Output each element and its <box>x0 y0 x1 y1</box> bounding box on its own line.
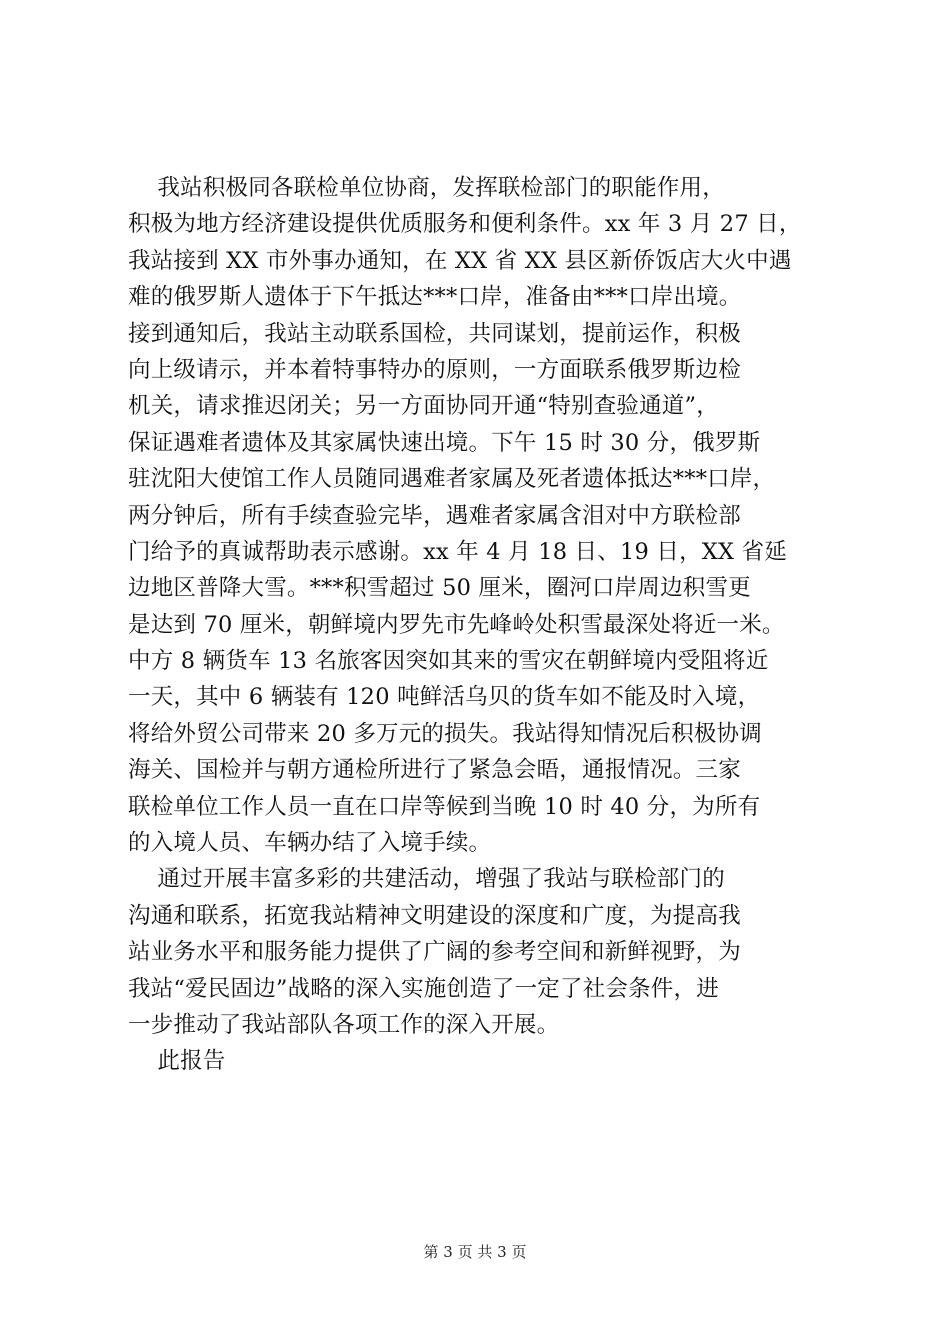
text-line: 我站积极同各联检单位协商，发挥联检部门的职能作用， <box>128 175 725 201</box>
text-line: 站业务水平和服务能力提供了广阔的参考空间和新鲜视野，为 <box>128 939 741 966</box>
text-line: 将给外贸公司带来 20 多万元的损失。我站得知情况后积极协调 <box>128 720 762 747</box>
text-line: 海关、国检并与朝方通检所进行了紧急会晤，通报情况。三家 <box>128 757 741 784</box>
text-line: 门给予的真诚帮助表示感谢。xx 年 4 月 18 日、19 日，XX 省延 <box>128 538 787 565</box>
text-line: 保证遇难者遗体及其家属快速出境。下午 15 时 30 分，俄罗斯 <box>128 429 761 456</box>
text-line: 驻沈阳大使馆工作人员随同遇难者家属及死者遗体抵达***口岸， <box>128 466 776 493</box>
text-line: 两分钟后，所有手续查验完毕，遇难者家属含泪对中方联检部 <box>128 502 741 529</box>
text-line: 难的俄罗斯人遗体于下午抵达***口岸，准备由***口岸出境。 <box>128 284 742 311</box>
document-body <box>128 170 840 1080</box>
page-number: 第 3 页 共 3 页 <box>423 1243 527 1261</box>
text-line: 机关，请求推迟闭关；另一方面协同开通“特别查验通道”， <box>128 393 719 420</box>
text-line: 此报告 <box>128 1048 226 1075</box>
text-line: 一天，其中 6 辆装有 120 吨鲜活乌贝的货车如不能及时入境， <box>128 684 761 711</box>
text-line: 边地区普降大雪。***积雪超过 50 厘米，圈河口岸周边积雪更 <box>128 575 751 602</box>
text-line: 接到通知后，我站主动联系国检，共同谋划，提前运作，积极 <box>128 320 741 347</box>
text-line: 的入境人员、车辆办结了入境手续。 <box>128 830 492 857</box>
text-line: 向上级请示，并本着特事特办的原则，一方面联系俄罗斯边检 <box>128 356 741 383</box>
text-line: 中方 8 辆货车 13 名旅客因突如其来的雪灾在朝鲜境内受阻将近 <box>128 648 769 675</box>
text-line: 积极为地方经济建设提供优质服务和便利条件。xx 年 3 月 27 日， <box>128 211 802 238</box>
text-line: 通过开展丰富多彩的共建活动，增强了我站与联检部门的 <box>128 866 725 893</box>
text-line: 联检单位工作人员一直在口岸等候到当晚 10 时 40 分，为所有 <box>128 793 761 820</box>
page-footer <box>0 1242 950 1262</box>
text-line: 我站“爱民固边”战略的深入实施创造了一定了社会条件，进 <box>128 975 719 1002</box>
text-line: 沟通和联系，拓宽我站精神文明建设的深度和广度，为提高我 <box>128 902 741 929</box>
text-line: 一步推动了我站部队各项工作的深入开展。 <box>128 1011 560 1038</box>
text-line: 是达到 70 厘米，朝鲜境内罗先市先峰岭处积雪最深处将近一米。 <box>128 611 785 638</box>
text-line: 我站接到 XX 市外事办通知，在 XX 省 XX 县区新侨饭店大火中遇 <box>128 247 792 274</box>
